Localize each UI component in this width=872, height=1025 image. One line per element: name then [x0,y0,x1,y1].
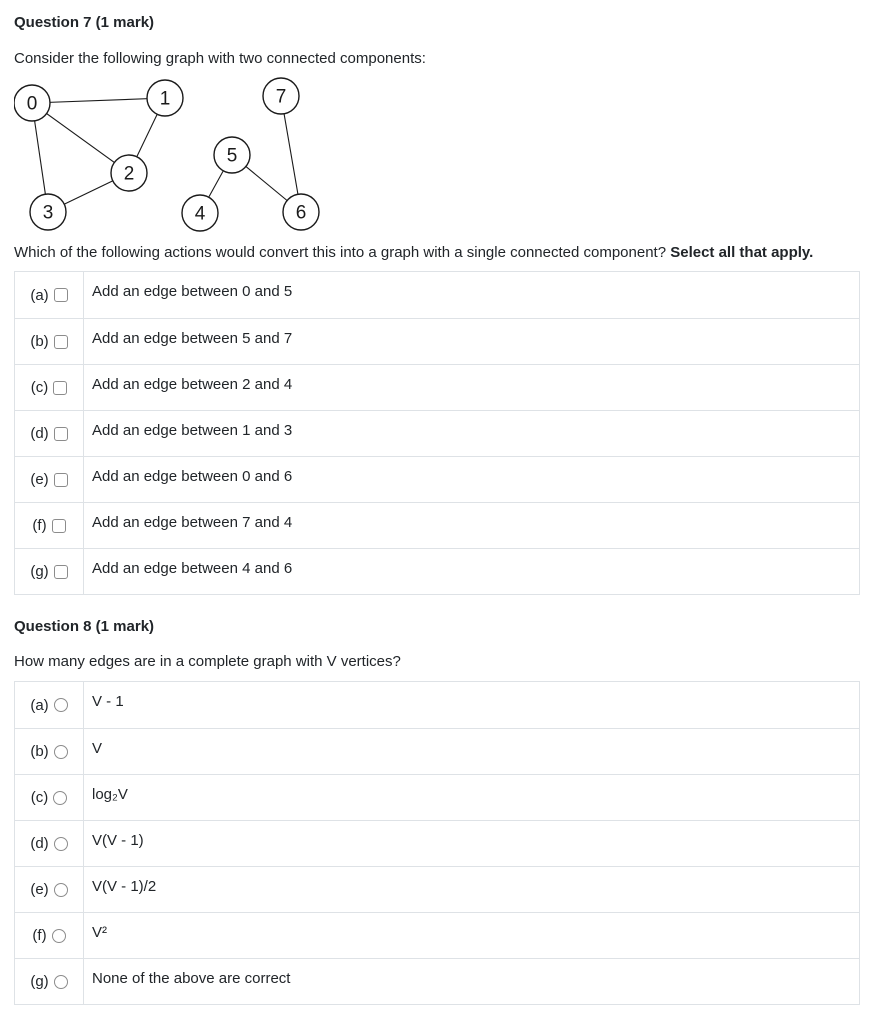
option-label-cell [15,503,84,548]
radio-q8-b[interactable] [54,745,68,759]
checkbox-q7-d[interactable] [54,427,68,441]
checkbox-q7-c[interactable] [53,381,67,395]
option-letter: (a) [30,696,49,714]
question-7-title: Question 7 (1 mark) [14,14,155,31]
graph-svg [14,75,334,237]
option-letter: (g) [30,973,49,990]
radio-q8-a[interactable] [54,698,68,712]
option-label-cell [15,821,84,866]
option-row-q7-a [15,272,859,318]
question-8-title: Question 8 (1 mark) [14,618,155,635]
question-7-options-table [14,271,860,595]
option-text: log₂V [92,786,128,803]
option-text: Add an edge between 0 and 5 [92,283,293,300]
option-label-cell [15,867,84,912]
option-letter: (c) [30,789,49,806]
checkbox-q7-b[interactable] [54,335,68,349]
option-text: V(V - 1)/2 [92,878,157,895]
option-label-cell [15,319,84,364]
option-text: Add an edge between 2 and 4 [92,376,293,393]
question-7-prompt-bold: Select all that apply. [670,244,814,261]
question-7-section [14,15,861,595]
question-7-intro: Consider the following graph with two connected components: [14,50,426,67]
option-label-cell [15,457,84,502]
option-label-cell [15,272,84,318]
option-label-cell [15,775,84,820]
graph-node-label-1: 1 [159,88,171,110]
option-text: Add an edge between 0 and 6 [92,468,293,485]
option-row-q8-d [15,820,859,866]
option-text: V - 1 [92,693,124,710]
checkbox-q7-a[interactable] [54,288,68,302]
option-label-cell [15,549,84,594]
option-label-cell [15,365,84,410]
question-8-options-table [14,681,860,1005]
option-text: Add an edge between 4 and 6 [92,560,293,577]
option-row-q8-a [15,682,859,728]
option-row-q7-b [15,318,859,364]
option-row-q7-d [15,410,859,456]
option-text: V(V - 1) [92,832,144,849]
radio-q8-f[interactable] [52,929,66,943]
radio-q8-d[interactable] [54,837,68,851]
graph-node-label-0: 0 [26,93,38,115]
option-label-cell [15,913,84,958]
option-row-q7-c [15,364,859,410]
option-row-q8-e [15,866,859,912]
radio-q8-c[interactable] [53,791,67,805]
option-row-q8-g [15,958,859,1004]
radio-q8-g[interactable] [54,975,68,989]
option-letter: (b) [30,333,49,350]
option-row-q7-g [15,548,859,594]
option-letter: (d) [30,425,49,442]
option-letter: (b) [30,743,49,760]
option-label-cell [15,682,84,728]
option-label-cell [15,959,84,1004]
graph-node-label-5: 5 [226,145,238,167]
graph-node-label-6: 6 [295,202,307,224]
option-text: Add an edge between 5 and 7 [92,330,293,347]
option-text: V [92,740,103,757]
option-letter: (e) [30,881,49,898]
option-label-cell [15,411,84,456]
option-label-cell [15,729,84,774]
option-text: Add an edge between 7 and 4 [92,514,293,531]
graph-node-label-2: 2 [123,163,135,185]
option-letter: (f) [32,927,47,944]
question-7-prompt-text: Which of the following actions would convert this into a graph with a single connected component? [14,244,667,261]
option-row-q8-b [15,728,859,774]
option-letter: (f) [32,517,47,534]
checkbox-q7-f[interactable] [52,519,66,533]
option-text: None of the above are correct [92,970,291,987]
question-7-prompt [14,245,861,260]
checkbox-q7-e[interactable] [54,473,68,487]
radio-q8-e[interactable] [54,883,68,897]
graph-node-label-3: 3 [42,202,54,224]
option-row-q7-f [15,502,859,548]
option-letter: (g) [30,563,49,580]
option-letter: (a) [30,286,49,304]
option-letter: (e) [30,471,49,488]
graph-node-label-7: 7 [275,86,287,108]
graph-figure [14,75,334,237]
question-8-section [14,619,861,1005]
question-8-intro: How many edges are in a complete graph with V vertices? [14,653,401,670]
option-text: V² [92,924,107,941]
option-row-q7-e [15,456,859,502]
option-letter: (d) [30,835,49,852]
checkbox-q7-g[interactable] [54,565,68,579]
option-row-q8-c [15,774,859,820]
graph-edge-0-1 [32,98,165,103]
graph-node-label-4: 4 [194,203,206,225]
option-text: Add an edge between 1 and 3 [92,422,293,439]
option-row-q8-f [15,912,859,958]
option-letter: (c) [30,379,49,396]
